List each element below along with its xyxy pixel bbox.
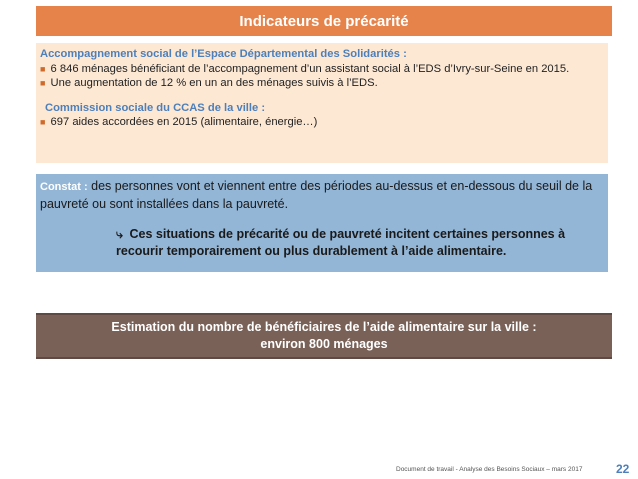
constat-box [36, 174, 608, 272]
section1-bullet-2: Une augmentation de 12 % en un an des ménages suivis à l’EDS. [50, 77, 378, 90]
list-item [40, 62, 604, 77]
square-bullet-icon: ■ [40, 63, 46, 74]
page-number: 22 [616, 462, 630, 476]
curved-arrow-right-icon: ⤷ [116, 227, 124, 241]
slide-title [36, 6, 612, 36]
section1-bullet-1: 6 846 ménages bénéficiant de l’accompagnement d’un assistant social à l’EDS d’Ivry-sur-Seine en 2015. [50, 62, 570, 75]
section2-heading: Commission sociale du CCAS de la ville : [45, 101, 266, 114]
square-bullet-icon: ■ [40, 78, 46, 89]
constat-text: des personnes vont et viennent entre des périodes au-dessus et en-dessous du seuil de la pauvreté ou sont installées dans la pauvreté. [40, 179, 593, 211]
list-item [40, 76, 604, 91]
section1-heading: Accompagnement social de l’Espace Départemental des Solidarités : [40, 48, 407, 60]
footer-text: Document de travail - Analyse des Besoins Sociaux – mars 2017 [396, 466, 583, 473]
constat-label: Constat : [40, 181, 88, 193]
slide-title-text: Indicateurs de précarité [239, 12, 409, 30]
constat-conclusion [116, 226, 606, 260]
estimate-box [36, 313, 612, 359]
section2-bullet-1: 697 aides accordées en 2015 (alimentaire, énergie…) [50, 116, 318, 129]
square-bullet-icon: ■ [40, 117, 46, 128]
estimate-line-1: Estimation du nombre de bénéficiaires de l’aide alimentaire sur la ville : [111, 320, 537, 334]
estimate-line-2: environ 800 ménages [260, 337, 388, 351]
indicators-box [36, 43, 608, 163]
list-item [40, 115, 604, 130]
constat-paragraph [40, 178, 604, 213]
constat-conclusion-text: Ces situations de précarité ou de pauvreté incitent certaines personnes à recourir temporairement ou plus durablement à l’aide alimentaire. [116, 227, 566, 258]
